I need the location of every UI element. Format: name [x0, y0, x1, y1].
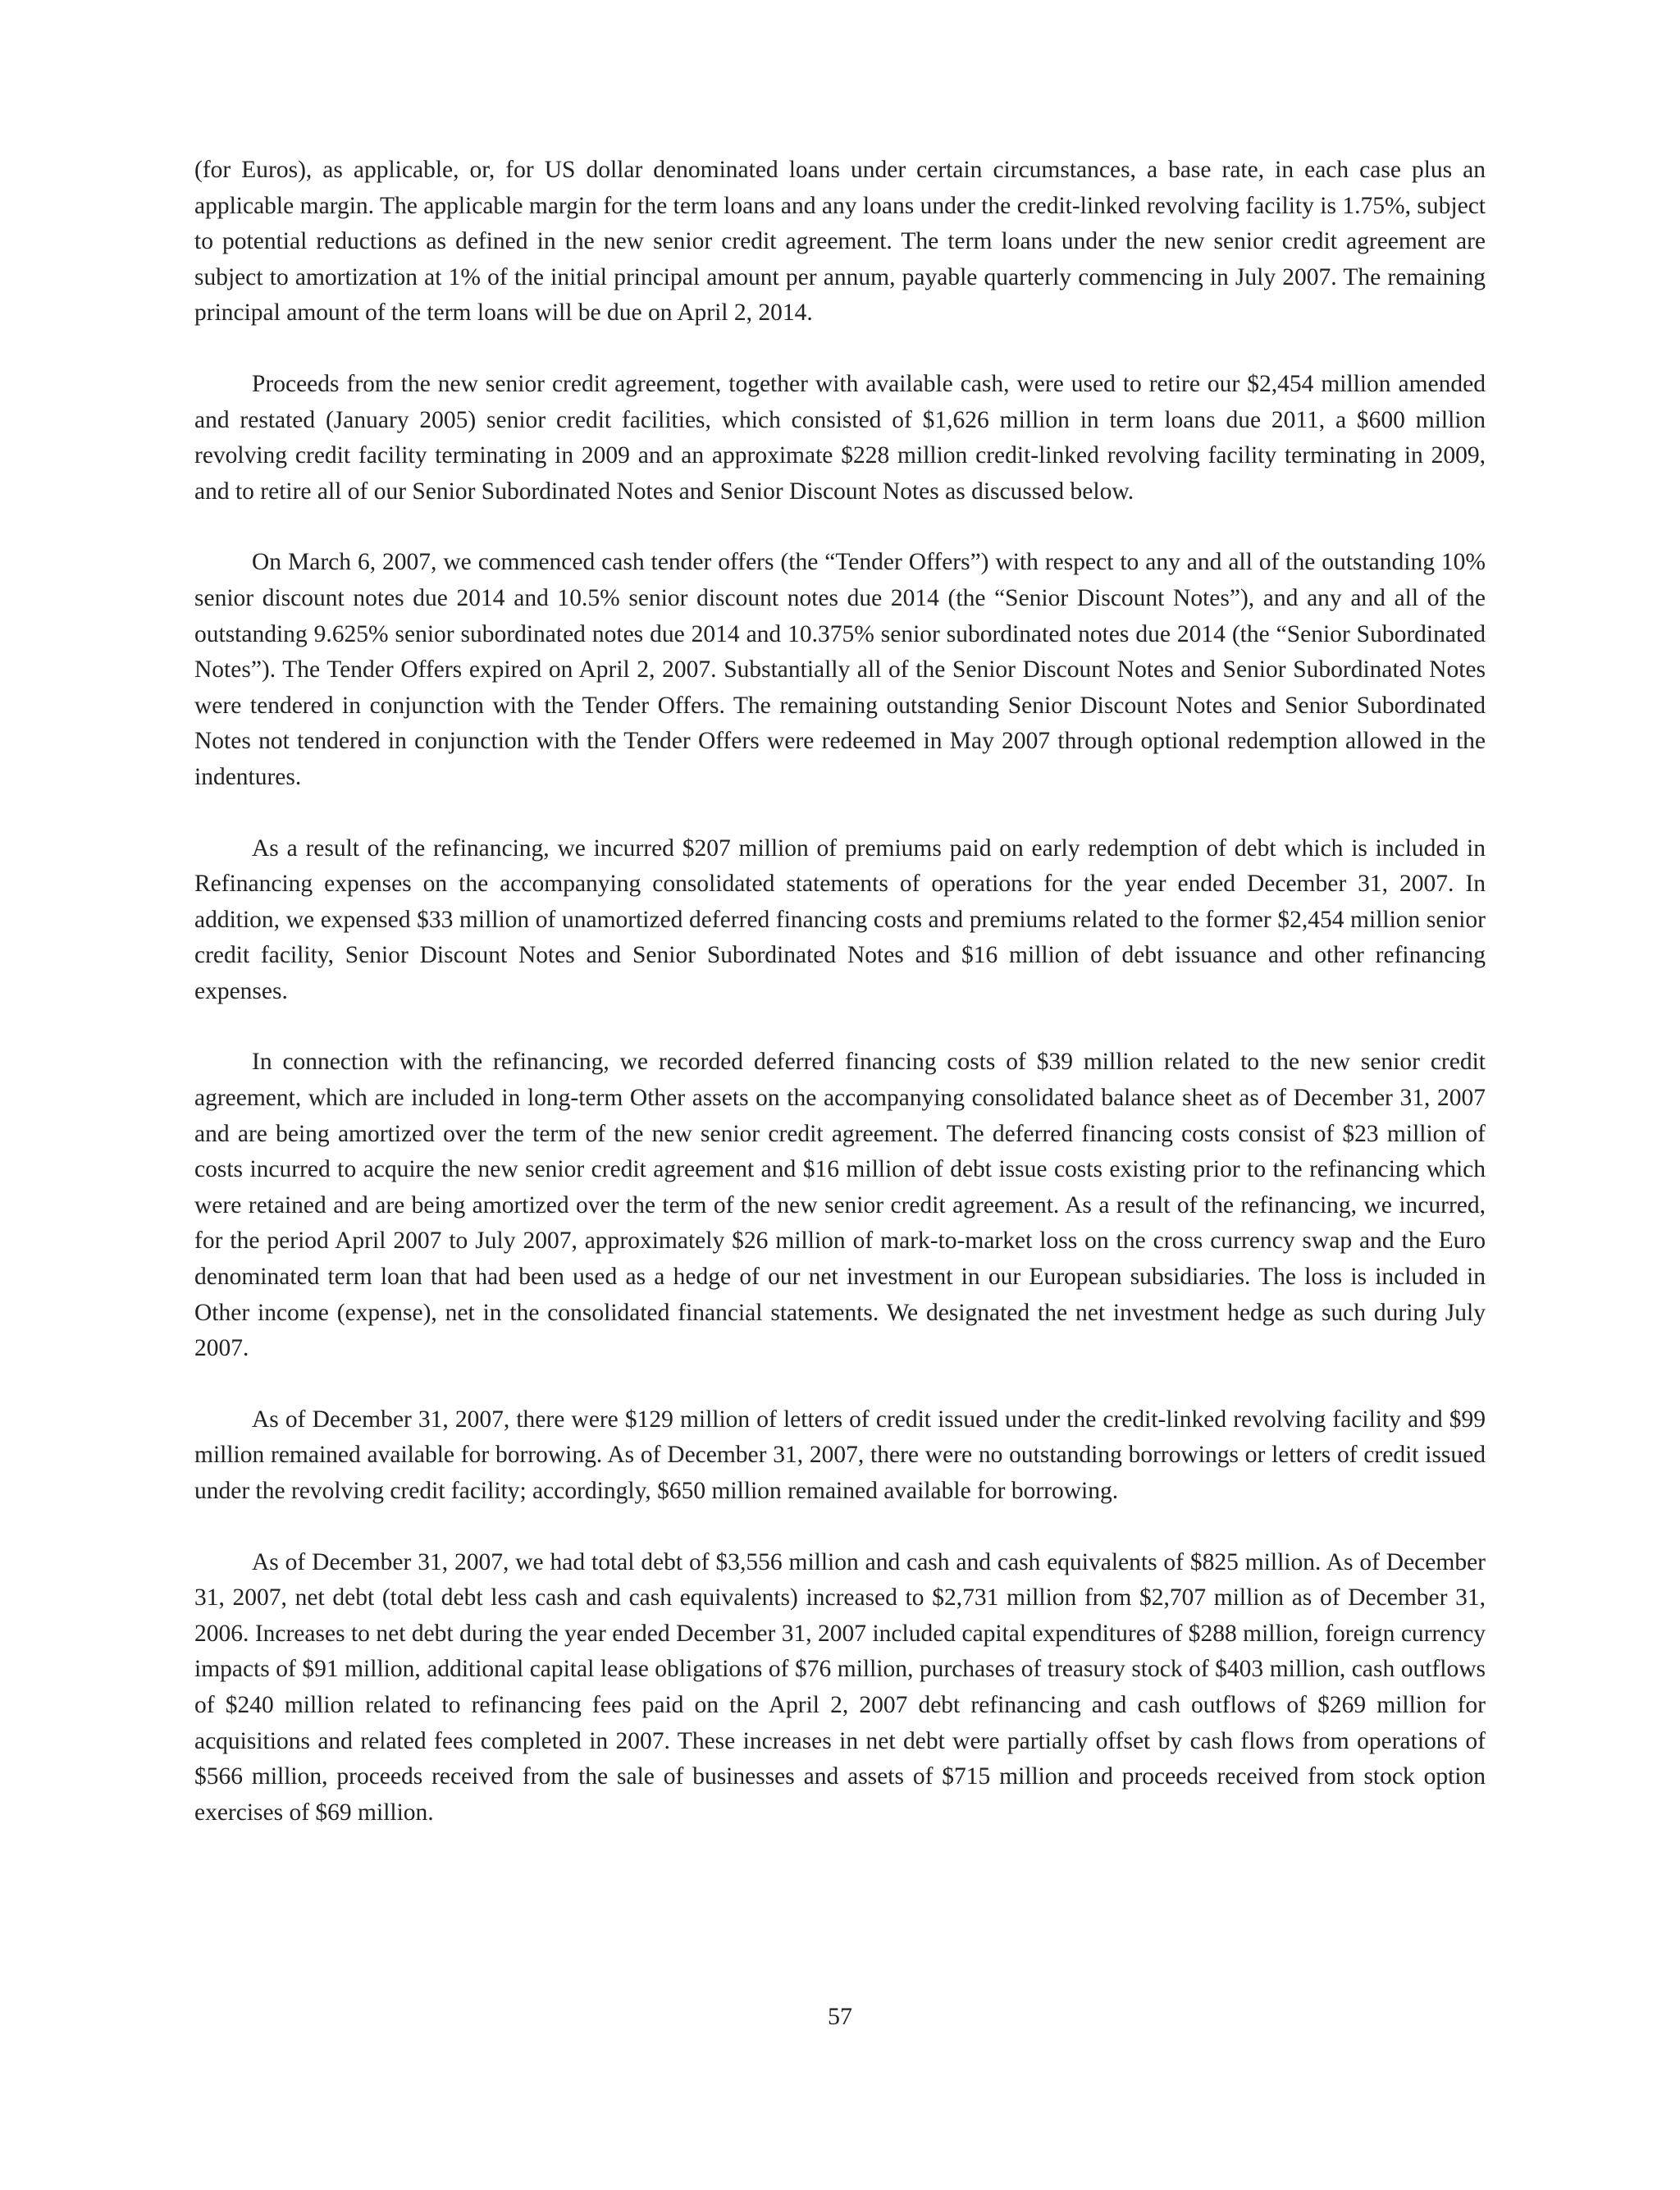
paragraph-4: As a result of the refinancing, we incurred $207 million of premiums paid on early redemption of debt which is included in Refinancing expenses on the accompanying consolidated statements of operations for the year ended December 31, 2007. In addition, we expensed $33 million of unamortized deferred financing costs and premiums related to the former $2,454 million senior credit facility, Senior Discount Notes and Senior Subordinated Notes and $16 million of debt issuance and other refinancing expenses. — [194, 834, 1486, 1004]
paragraph-2: Proceeds from the new senior credit agreement, together with available cash, were used to retire our $2,454 million amended and restated (January 2005) senior credit facilities, which consisted of $1,626 million in term loans due 2011, a $600 million revolving credit facility terminating in 2009 and an approximate $228 million credit-linked revolving facility terminating in 2009, and to retire all of our Senior Subordinated Notes and Senior Discount Notes as discussed below. — [194, 370, 1486, 505]
paragraph-7: As of December 31, 2007, we had total debt of $3,556 million and cash and cash equivalents of $825 million. As of December 31, 2007, net debt (total debt less cash and cash equivalents) increased to $2,731 million from $2,707 million as of December 31, 2006. Increases to net debt during the year ended December 31, 2007 included capital expenditures of $288 million, foreign currency impacts of $91 million, additional capital lease obligations of $76 million, purchases of treasury stock of $403 million, cash outflows of $240 million related to refinancing fees paid on the April 2, 2007 debt refinancing and cash outflows of $269 million for acquisitions and related fees completed in 2007. These increases in net debt were partially offset by cash flows from operations of $566 million, proceeds received from the sale of businesses and assets of $715 million and proceeds received from stock option exercises of $69 million. — [194, 1548, 1486, 1826]
page-number: 57 — [828, 2003, 852, 2030]
body-text — [194, 153, 1486, 1866]
paragraph-1: (for Euros), as applicable, or, for US dollar denominated loans under certain circumstances, a base rate, in each case plus an applicable margin. The applicable margin for the term loans and any loans under the credit-linked revolving facility is 1.75%, subject to potential reductions as defined in the new senior credit agreement. The term loans under the new senior credit agreement are subject to amortization at 1% of the initial principal amount per annum, payable quarterly commencing in July 2007. The remaining principal amount of the term loans will be due on April 2, 2014. — [194, 157, 1486, 327]
paragraph-3: On March 6, 2007, we commenced cash tender offers (the “Tender Offers”) with respect to any and all of the outstanding 10% senior discount notes due 2014 and 10.5% senior discount notes due 2014 (the “Senior Discount Notes”), and any and all of the outstanding 9.625% senior subordinated notes due 2014 and 10.375% senior subordinated notes due 2014 (the “Senior Subordinated Notes”). The Tender Offers expired on April 2, 2007. Substantially all of the Senior Discount Notes and Senior Subordinated Notes were tendered in conjunction with the Tender Offers. The remaining outstanding Senior Discount Notes and Senior Subordinated Notes not tendered in conjunction with the Tender Offers were redeemed in May 2007 through optional redemption allowed in the indentures. — [194, 549, 1486, 790]
paragraph-5: In connection with the refinancing, we recorded deferred financing costs of $39 million related to the new senior credit agreement, which are included in long-term Other assets on the accompanying consolidated balance sheet as of December 31, 2007 and are being amortized over the term of the new senior credit agreement. The deferred financing costs consist of $23 million of costs incurred to acquire the new senior credit agreement and $16 million of debt issue costs existing prior to the refinancing which were retained and are being amortized over the term of the new senior credit agreement. As a result of the refinancing, we incurred, for the period April 2007 to July 2007, approximately $26 million of mark-to-market loss on the cross currency swap and the Euro denominated term loan that had been used as a hedge of our net investment in our European subsidiaries. The loss is included in Other income (expense), net in the consolidated financial statements. We designated the net investment hedge as such during July 2007. — [194, 1049, 1486, 1362]
paragraph-6: As of December 31, 2007, there were $129 million of letters of credit issued under the credit-linked revolving facility and $99 million remained available for borrowing. As of December 31, 2007, there were no outstanding borrowings or letters of credit issued under the revolving credit facility; accordingly, $650 million remained available for borrowing. — [194, 1406, 1486, 1504]
